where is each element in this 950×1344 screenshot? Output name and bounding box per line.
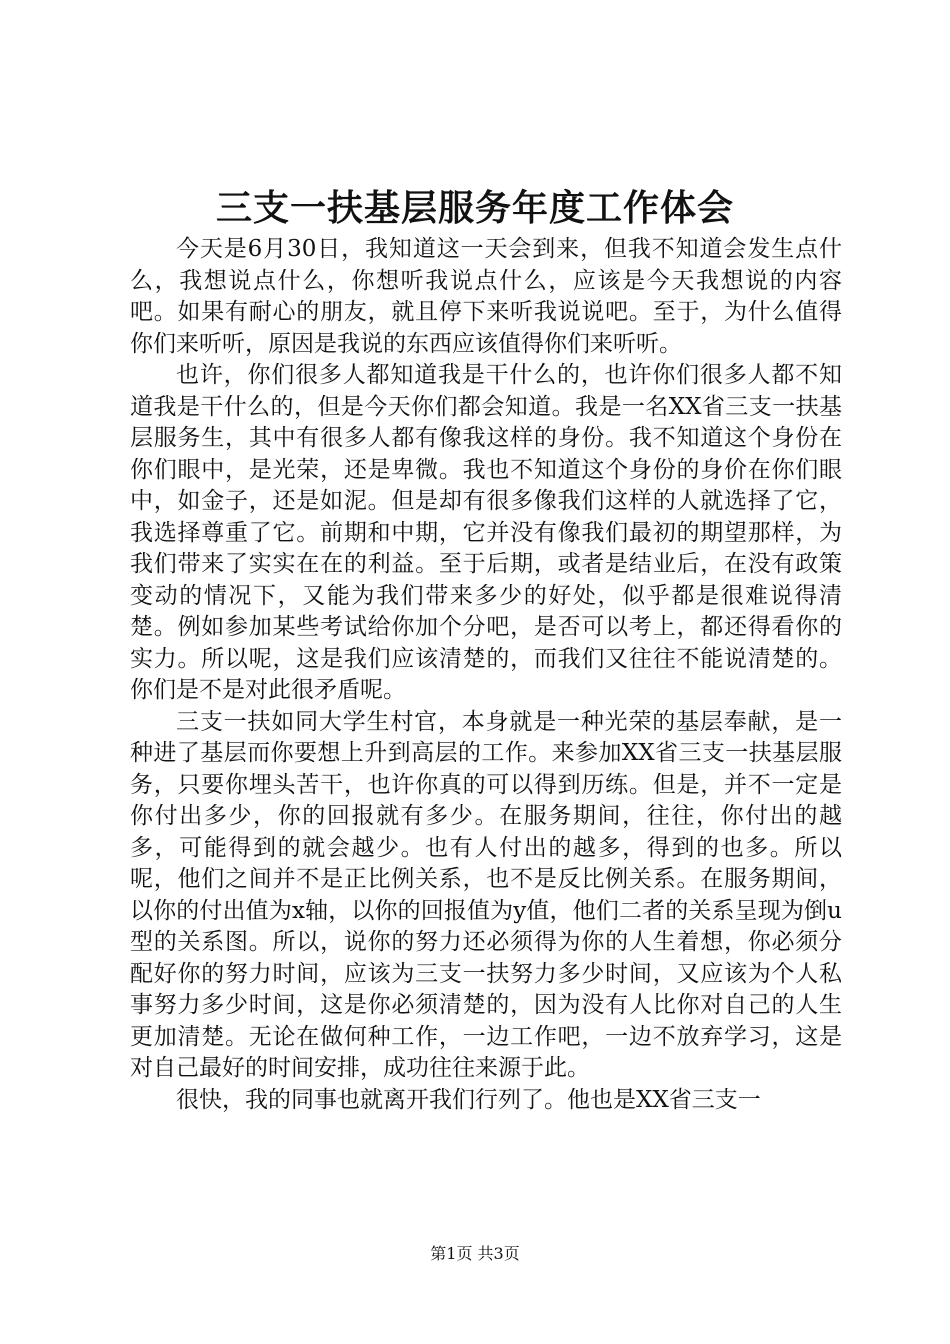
page-footer: 第1页 共3页 <box>430 1244 520 1263</box>
paragraph-3: 三支一扶如同大学生村官，本身就是一种光荣的基层奉献，是一种进了基层而你要想上升到高层的工作。来参加XX省三支一扶基层服务，只要你埋头苦干，也许你真的可以得到历练。但是，并不一定是你付出多少，你的回报就有多少。在服务期间，往往，你付出的越多，可能得到的就会越少。也有人付出的越多，得到的也多。所以呢，他们之间并不是正比例关系，也不是反比例关系。在服务期间，以你的付出值为x轴，以你的回报值为y值，他们二者的关系呈现为倒u型的关系图。所以，说你的努力还必须得为你的人生着想，你必须分配好你的努力时间，应该为三支一扶努力多少时间，又应该为个人私事努力多少时间，这是你必须清楚的，因为没有人比你对自己的人生更加清楚。无论在做何种工作，一边工作吧，一边不放弃学习，这是对自己最好的时间安排，成功往往来源于此。 <box>130 708 842 1081</box>
paragraph-1: 今天是6月30日，我知道这一天会到来，但我不知道会发生点什么，我想说点什么，你想听我说点什么，应该是今天我想说的内容吧。如果有耐心的朋友，就且停下来听我说说吧。至于，为什么值得你们来听听，原因是我说的东西应该值得你们来听听。 <box>130 236 842 357</box>
paragraph-2: 也许，你们很多人都知道我是干什么的，也许你们很多人都不知道我是干什么的，但是今天你们都会知道。我是一名XX省三支一扶基层服务生，其中有很多人都有像我这样的身份。我不知道这个身份在你们眼中，是光荣，还是卑微。我也不知道这个身份的身价在你们眼中，如金子，还是如泥。但是却有很多像我们这样的人就选择了它，我选择尊重了它。前期和中期，它并没有像我们最初的期望那样，为我们带来了实实在在的利益。至于后期，或者是结业后，在没有政策变动的情况下，又能为我们带来多少的好处，似乎都是很难说得清楚。例如参加某些考试给你加个分吧，是否可以考上，都还得看你的实力。所以呢，这是我们应该清楚的，而我们又往往不能说清楚的。你们是不是对此很矛盾呢。 <box>130 362 842 703</box>
paragraph-4: 很快，我的同事也就离开我们行列了。他也是XX省三支一 <box>176 1086 761 1113</box>
document-title: 三支一扶基层服务年度工作体会 <box>215 187 734 229</box>
document-body <box>130 234 842 1116</box>
